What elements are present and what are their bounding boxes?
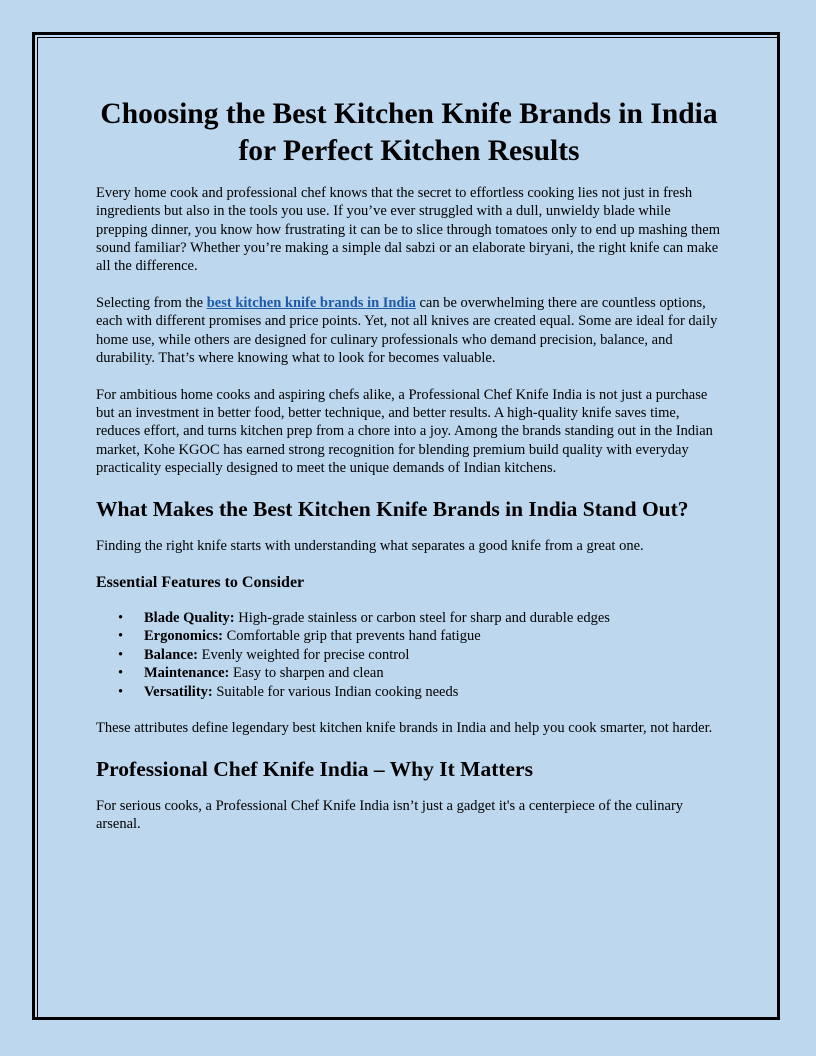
section-2-heading: Professional Chef Knife India – Why It Matters [96, 756, 533, 781]
intro-paragraph-2-end: can be overwhelming there are countless options, each with different promises and price points. Yet, not all knives are created equal. Some are ideal for daily home use, while others are designed for culinary professionals who demand precision, balance, and durability. That’s where knowing what to look for becomes valuable. [96, 294, 718, 366]
section-2-text: For serious cooks, a Professional Chef Knife India isn’t just a gadget it's a centerpiece of the culinary arsenal. [96, 797, 684, 833]
features-subheading: Essential Features to Consider [96, 573, 305, 591]
feature-label: Ergonomics: [144, 628, 223, 645]
best-kitchen-knife-brands-link[interactable]: best kitchen knife brands in India [206, 294, 416, 311]
bullet-icon: • [118, 628, 124, 645]
feature-text: Easy to sharpen and clean [229, 665, 384, 682]
section-1-text: Finding the right knife starts with understanding what separates a good knife from a great one. [96, 537, 644, 554]
intro-paragraph-1: Every home cook and professional chef knows that the secret to effortless cooking lies not just in fresh ingredients but also in the tools you use. If you’ve ever struggled with a dull, unwieldy blade while prepping dinner, you know how frustrating it can be to slice through tomatoes only to end up mashing them sound familiar? Whether you’re making a simple dal sabzi or an elaborate biryani, the right knife can make all the difference. [96, 185, 721, 275]
intro-paragraph-2-start: Selecting from the [96, 294, 207, 311]
bullet-icon: • [118, 609, 124, 626]
feature-text: High-grade stainless or carbon steel for sharp and durable edges [234, 609, 610, 626]
intro-paragraph-3: For ambitious home cooks and aspiring chefs alike, a Professional Chef Knife India is not just a purchase but an investment in better food, better technique, and better results. A high-quality knife saves time, reduces effort, and turns kitchen prep from a chore into a joy. Among the brands standing out in the Indian market, Kohe KGOC has earned strong recognition for blending premium build quality with everyday practicality especially designed to meet the unique demands of Indian kitchens. [96, 386, 713, 476]
page-title: Choosing the Best Kitchen Knife Brands in India for Perfect Kitchen Results [100, 98, 718, 167]
list-item [118, 609, 722, 628]
list-item [118, 683, 722, 702]
features-list [96, 609, 722, 702]
feature-text: Evenly weighted for precise control [197, 646, 410, 663]
feature-text: Suitable for various Indian cooking needs [212, 683, 459, 700]
bullet-icon: • [118, 646, 124, 663]
feature-label: Versatility: [144, 683, 213, 700]
feature-text: Comfortable grip that prevents hand fatigue [222, 628, 481, 645]
feature-label: Balance: [144, 646, 198, 663]
bullet-icon: • [118, 665, 124, 682]
feature-label: Maintenance: [144, 665, 230, 682]
bullet-icon: • [118, 683, 124, 700]
list-item [118, 627, 722, 646]
document-content [96, 96, 722, 851]
section-1-heading: What Makes the Best Kitchen Knife Brands in India Stand Out? [96, 496, 689, 521]
section-1-closing: These attributes define legendary best kitchen knife brands in India and help you cook smarter, not harder. [96, 720, 713, 737]
intro-paragraph-2 [96, 294, 722, 367]
feature-label: Blade Quality: [144, 609, 235, 626]
list-item [118, 664, 722, 683]
list-item [118, 646, 722, 665]
